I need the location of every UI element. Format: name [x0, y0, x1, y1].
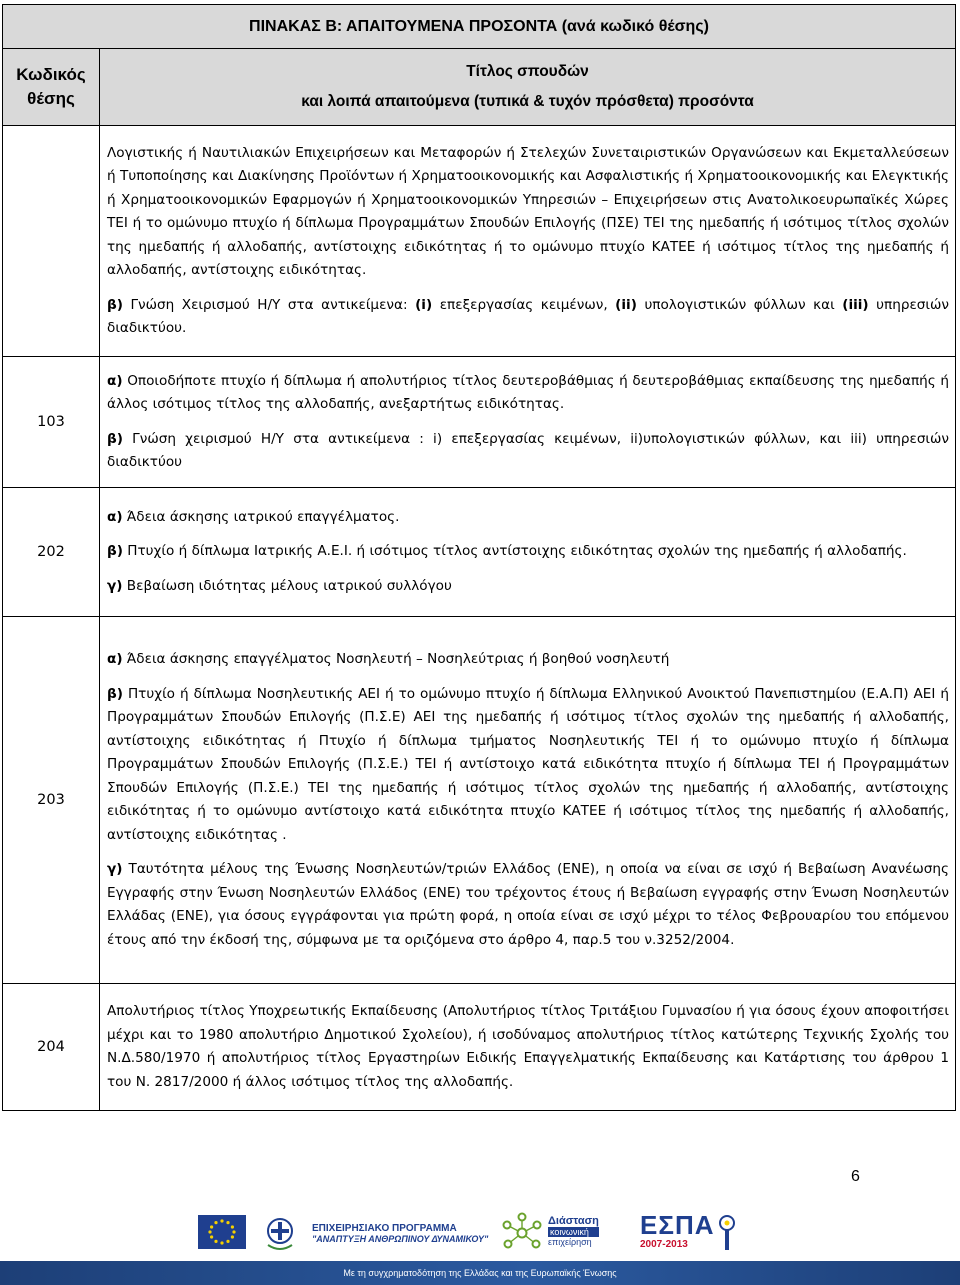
table-row: [3, 488, 956, 617]
greek-emblem-icon: [262, 1215, 298, 1257]
item-label-ii: (ii): [615, 296, 637, 313]
requirement-b-i-text: επεξεργασίας κειμένων,: [432, 296, 616, 313]
requirement-a: [107, 648, 949, 672]
table-header-row: [3, 49, 956, 126]
cofinancing-strip: [0, 1261, 960, 1285]
requirement-a-text: Οποιοδήποτε πτυχίο ή δίπλωμα ή απολυτήριος τίτλος δευτεροβάθμιας ή δευτεροβάθμιας εκπαίδευσης της ημεδαπής ή άλλος ισότιμος τίτλος της αλλοδαπής, ανεξαρτήτως ειδικότητας.: [107, 372, 950, 412]
requirement-a-text: Άδεια άσκησης ιατρικού επαγγέλματος.: [122, 508, 400, 525]
requirement-text: Λογιστικής ή Ναυτιλιακών Επιχειρήσεων και Μεταφορών ή Στελεχών Συνεταιριστικών Οργανώσεων και Εκμεταλλεύσεων ή Τυποποίησης και Διακίνησης Προϊόντων ή Χρηματοοικονομικής και Ασφαλιστικής ή Χρηματοοικονομικής και Ελεγκτικής ή Χρηματοοικονομικών Εφαρμογών ή Χρηματοοικονομικών Υπηρεσιών – Επιχειρήσεων στις Ανατολικοευρωπαϊκές Χώρες ΤΕΙ ή το ομώνυμο πτυχίο ή δίπλωμα Προγραμμάτων Σπουδών Επιλογής (ΠΣΕ) ΤΕΙ της ημεδαπής ή ισότιμος τίτλος σχολών της ημεδαπής ή αλλοδαπής, αντίστοιχης ειδικότητας ή το ομώνυμο πτυχίο ΚΑΤΕΕ ή ισότιμος τίτλος της ημεδαπής ή αλλοδαπής, αντίστοιχης ειδικότητας.: [107, 144, 950, 278]
espa-label: ΕΣΠΑ: [640, 1210, 715, 1240]
table-title-row: [3, 5, 956, 49]
requirements-cell: [100, 984, 956, 1111]
header-title-line1: Τίτλος σπουδών: [466, 63, 589, 80]
header-code-cell: [3, 49, 100, 126]
item-label-a: α): [107, 508, 123, 525]
requirement-b: [107, 294, 949, 341]
espa-years: 2007-2013: [640, 1239, 688, 1250]
program-line2: "ΑΝΑΠΤΥΞΗ ΑΝΘΡΩΠΙΝΟΥ ΔΥΝΑΜΙΚΟΥ": [312, 1234, 489, 1244]
requirement-b-ii-text: υπολογιστικών φύλλων και: [636, 296, 843, 313]
diastasi-logo-text: [548, 1215, 599, 1247]
table-row: [3, 126, 956, 357]
network-icon: [500, 1211, 544, 1259]
requirement-b-text: Γνώση Χειρισμού Η/Υ στα αντικείμενα:: [122, 296, 416, 313]
position-code: [3, 126, 100, 357]
position-code: 202: [3, 488, 100, 617]
requirement-b: [107, 540, 949, 564]
item-label-b: β): [107, 296, 123, 313]
requirement-a-text: Άδεια άσκησης επαγγέλματος Νοσηλευτή – Νοσηλεύτριας ή βοηθού νοσηλευτή: [122, 651, 670, 667]
requirements-cell: [100, 357, 956, 488]
cofinancing-text: Με τη συγχρηματοδότηση της Ελλάδας και της Ευρωπαϊκής Ένωσης: [343, 1268, 617, 1278]
requirement-a: [107, 370, 949, 417]
diastasi-line2: κοινωνική: [548, 1227, 599, 1237]
requirements-cell: [100, 126, 956, 357]
requirement-c: [107, 575, 949, 599]
table-row: [3, 984, 956, 1111]
table-row: [3, 357, 956, 488]
header-code-line2: θέσης: [27, 89, 75, 108]
requirement-c-text: Ταυτότητα μέλους της Ένωσης Νοσηλευτών/τριών Ελλάδος (ΕΝΕ), η οποία να είναι σε ισχύ ή Βεβαίωση Ανανέωσης Εγγραφής στην Ένωση Νοσηλευτών Ελλάδος (ΕΝΕ) του τρέχοντος έτους ή Βεβαίωση εγγραφής στην Ένωση Νοσηλευτών Ελλάδας (ΕΝΕ), για όσους εγγράφονται για πρώτη φορά, η οποία είναι σε ισχύ μέχρι το τέλος Φεβρουαρίου του επόμενου έτους από την έκδοσή της, σύμφωνα με τα οριζόμενα στο άρθρο 4, παρ.5 του ν.3252/2004.: [107, 861, 950, 948]
table-row: [3, 617, 956, 984]
item-label-a: α): [107, 372, 123, 389]
item-label-b: β): [107, 685, 123, 702]
requirement-b-text: Γνώση χειρισμού Η/Υ στα αντικείμενα : i) επεξεργασίας κειμένων, ii)υπολογιστικών φύλλων, και iii) υπηρεσιών διαδικτύου: [107, 430, 950, 470]
requirement-b-text: Πτυχίο ή δίπλωμα Ιατρικής Α.Ε.Ι. ή ισότιμος τίτλος αντίστοιχης ειδικότητας σχολών της ημεδαπής ή αλλοδαπής.: [122, 543, 907, 560]
table-title: ΠΙΝΑΚΑΣ Β: ΑΠΑΙΤΟΥΜΕΝΑ ΠΡΟΣΟΝΤΑ (ανά κωδικό θέσης): [3, 5, 956, 49]
requirements-table: [2, 4, 956, 1111]
requirements-cell: [100, 488, 956, 617]
program-line1: ΕΠΙΧΕΙΡΗΣΙΑΚΟ ΠΡΟΓΡΑΜΜΑ: [312, 1223, 457, 1234]
item-label-i: (i): [415, 296, 433, 313]
requirement-b: [107, 428, 949, 475]
position-code: 103: [3, 357, 100, 488]
requirement-c: [107, 858, 949, 952]
requirement-a: [107, 506, 949, 530]
diastasi-line3: επιχείρηση: [548, 1237, 592, 1247]
requirement-b: [107, 683, 949, 848]
position-code: 204: [3, 984, 100, 1111]
requirement-c-text: Βεβαίωση ιδιότητας μέλους ιατρικού συλλόγου: [122, 577, 452, 594]
espa-emblem-icon: [712, 1213, 742, 1257]
item-label-b: β): [107, 430, 123, 447]
header-code-line1: Κωδικός: [16, 65, 86, 84]
requirements-cell: [100, 617, 956, 984]
requirement-b-iii-text: υπηρεσιών διαδικτύου.: [107, 296, 949, 336]
diastasi-line1: Διάσταση: [548, 1215, 599, 1227]
item-label-c: γ): [107, 577, 123, 594]
item-label-b: β): [107, 543, 123, 560]
item-label-c: γ): [107, 861, 123, 877]
header-title-line2: και λοιπά απαιτούμενα (τυπικά & τυχόν πρόσθετα) προσόντα: [301, 93, 754, 110]
page-number: 6: [851, 1168, 860, 1185]
espa-logo: [640, 1211, 715, 1250]
requirement-b-text: Πτυχίο ή δίπλωμα Νοσηλευτικής ΑΕΙ ή το ομώνυμο πτυχίο ή δίπλωμα Ελληνικού Ανοικτού Πανεπιστημίου (Ε.Α.Π) ΑΕΙ ή Προγραμμάτων Σπουδών Επιλογής (Π.Σ.Ε) ΑΕΙ της ημεδαπής ή ισότιμος τίτλος σχολών της ημεδαπής ή αλλοδαπής, αντίστοιχης ειδικότητας ή Πτυχίο ή δίπλωμα τμήματος Νοσηλευτικής ΤΕΙ ή το ομώνυμο πτυχίο ή δίπλωμα Προγραμμάτων Σπουδών Επιλογής (Π.Σ.Ε.) ΤΕΙ ή αντίστοιχο κατά ειδικότητα πτυχίο ή δίπλωμα ΤΕΙ ή Προγραμμάτων Σπουδών Επιλογής (Π.Σ.Ε.) ΤΕΙ της ημεδαπής ή ισότιμος τίτλος σχολών της ημεδαπής ή αλλοδαπής, αντίστοιχης ειδικότητας ή το ομώνυμο αντίστοιχο κατά ειδικότητα πτυχίο ΚΑΤΕΕ ή ισότιμος τίτλος της ημεδαπής ή αλλοδαπής, αντίστοιχης ειδικότητας .: [107, 685, 950, 843]
eu-flag-icon: [198, 1215, 246, 1253]
footer-logos: [0, 1211, 960, 1285]
position-code: 203: [3, 617, 100, 984]
item-label-iii: (iii): [842, 296, 869, 313]
header-title-cell: [100, 49, 956, 126]
item-label-a: α): [107, 651, 123, 667]
program-title: [312, 1223, 488, 1244]
requirement-text: Απολυτήριος τίτλος Υποχρεωτικής Εκπαίδευσης (Απολυτήριος τίτλος Τριτάξιου Γυμνασίου ή για όσους έχουν αποφοιτήσει μέχρι και το 1980 απολυτήριο Δημοτικού Σχολείου), ή ισοδύναμος απολυτήριος τίτλος κατώτερης Τεχνικής Σχολής του Ν.Δ.580/1970 ή απολυτήριος τίτλος Εργαστηρίων Ειδικής Επαγγελματικής Εκπαίδευσης και Κατάρτισης του άρθρου 1 του Ν. 2817/2000 ή άλλος ισότιμος τίτλος της αλλοδαπής.: [107, 1003, 950, 1090]
